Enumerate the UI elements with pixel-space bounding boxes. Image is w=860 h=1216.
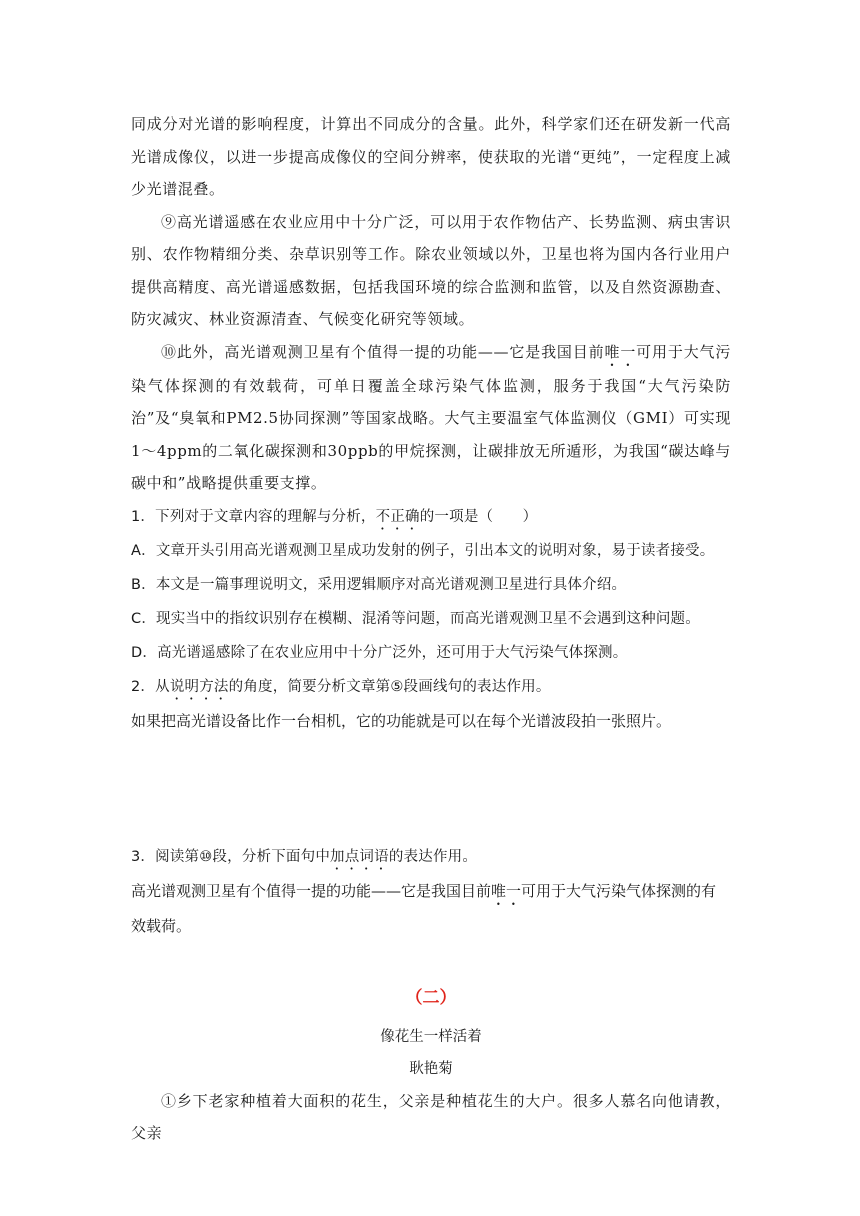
question-1-option-d: D．高光谱遥感除了在农业应用中十分广泛外，还可用于大气污染气体探测。	[131, 644, 628, 661]
essay-title: 像花生一样活着	[380, 1028, 482, 1045]
emphasis-dotted-word: 不正确	[375, 508, 420, 525]
document-page	[131, 108, 731, 1150]
passage-paragraph-continued: 同成分对光谱的影响程度，计算出不同成分的含量。此外，科学家们还在研发新一代高光谱成像仪，以进一步提高成像仪的空间分辨率，使获取的光谱“更纯”，一定程度上减少光谱混叠。	[131, 115, 731, 198]
question-1-option-b: B．本文是一篇事理说明文，采用逻辑顺序对高光谱观测卫星进行具体介绍。	[131, 576, 627, 593]
question-1-option-a: A．文章开头引用高光谱观测卫星成功发射的例子，引出本文的说明对象，易于读者接受。	[131, 542, 715, 559]
answer-space	[131, 738, 731, 840]
essay-paragraph-1: ①乡下老家种植着大面积的花生，父亲是种植花生的大户。很多人慕名向他请教，父亲	[131, 1091, 731, 1142]
emphasis-dotted-word: 唯一	[491, 881, 522, 900]
emphasis-dotted-word: 加点词语	[330, 848, 389, 865]
question-1: 1．下列对于文章内容的理解与分析，不正确的一项是（ ）	[131, 508, 538, 525]
essay-author: 耿艳菊	[409, 1060, 453, 1077]
question-3: 3．阅读第⑩段，分析下面句中加点词语的表达作用。	[131, 848, 478, 865]
passage-paragraph-10: ⑩此外，高光谱观测卫星有个值得一提的功能——它是我国目前唯一可用于大气污染气体探测的有效载荷，可单日覆盖全球污染气体监测，服务于我国“大气污染防治”及“臭氧和PM2.5协同探测”等国家战略。大气主要温室气体监测仪（GMI）可实现1～4ppm的二氧化碳探测和30ppb的甲烷探测，让碳排放无所遁形，为我国“碳达峰与碳中和”战略提供重要支撑。	[131, 342, 732, 492]
section-heading: （二）	[405, 987, 457, 1008]
question-3-quote: 高光谱观测卫星有个值得一提的功能——它是我国目前唯一可用于大气污染气体探测的有效载荷。	[131, 881, 717, 935]
emphasis-dotted-word: 说明方法	[169, 678, 229, 695]
question-2-quote: 如果把高光谱设备比作一台相机，它的功能就是可以在每个光谱波段拍一张照片。	[131, 711, 672, 730]
question-1-option-c: C．现实当中的指纹识别存在模糊、混淆等问题，而高光谱观测卫星不会遇到这种问题。	[131, 610, 700, 627]
emphasis-dotted-word: 唯一	[604, 342, 637, 361]
passage-paragraph-9: ⑨高光谱遥感在农业应用中十分广泛，可以用于农作物估产、长势监测、病虫害识别、农作物精细分类、杂草识别等工作。除农业领域以外，卫星也将为国内各行业用户提供高精度、高光谱遥感数据，包括我国环境的综合监测和监管，以及自然资源勘查、防灾减灾、林业资源清查、气候变化研究等领域。	[131, 212, 731, 328]
question-2: 2．从说明方法的角度，简要分析文章第⑤段画线句的表达作用。	[131, 678, 551, 695]
